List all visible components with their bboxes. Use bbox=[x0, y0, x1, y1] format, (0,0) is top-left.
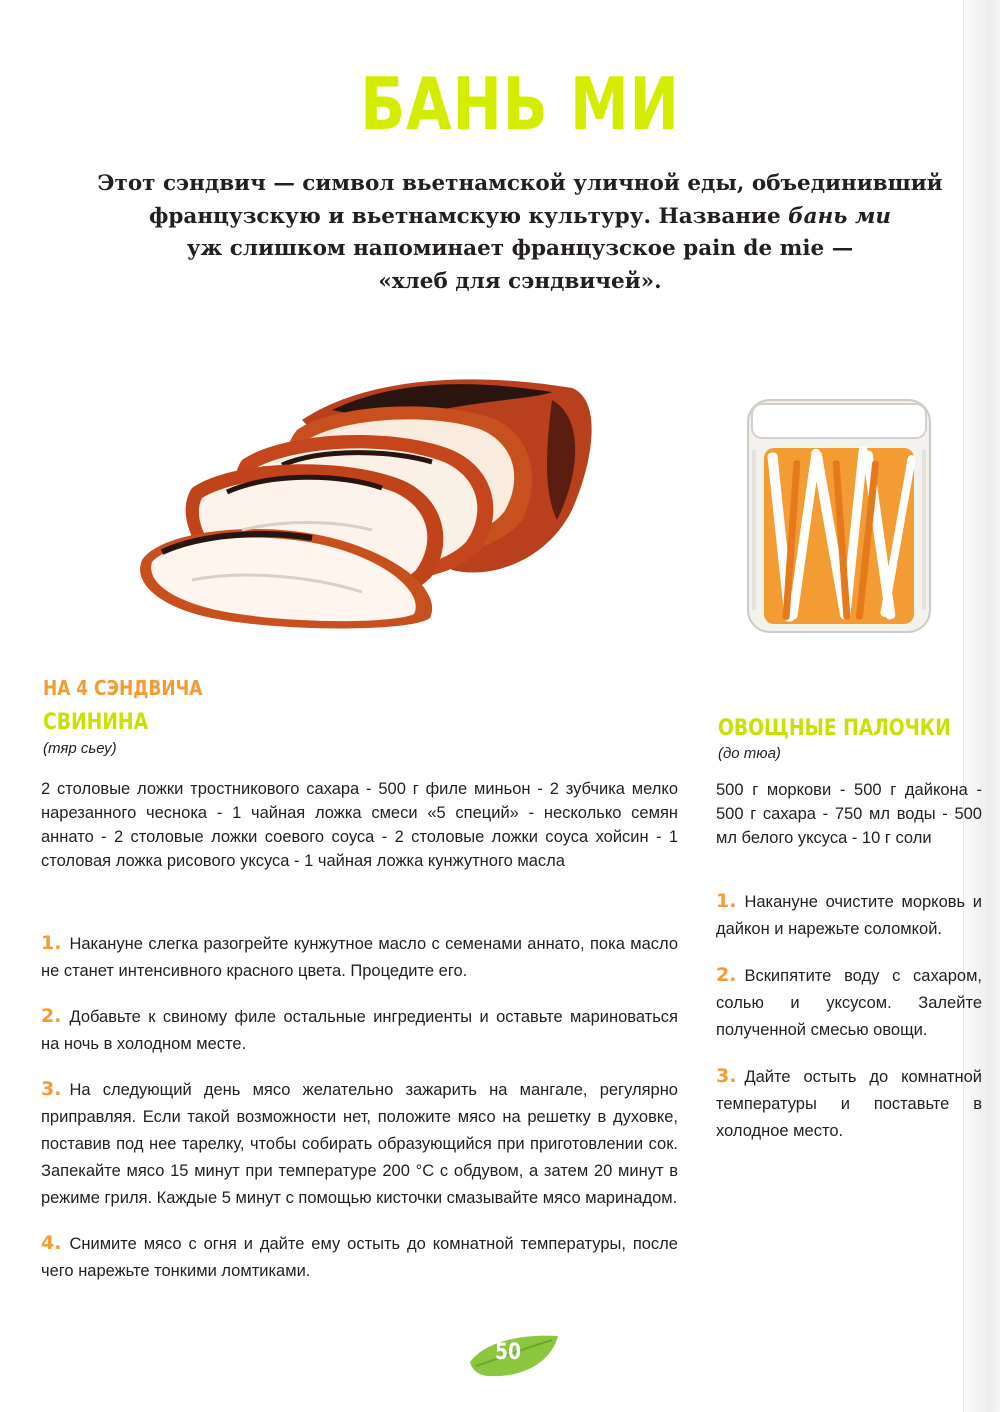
intro-line-4: «хлеб для сэндвичей». bbox=[378, 268, 662, 294]
pork-step bbox=[41, 1003, 678, 1058]
intro-line-2b: бань ми bbox=[788, 203, 892, 229]
pork-step bbox=[41, 930, 678, 985]
intro-text bbox=[60, 168, 980, 298]
intro-line-1: Этот сэндвич — символ вьетнамской уличной еды, объединивший bbox=[97, 171, 943, 196]
step-text: Снимите мясо с огня и дайте ему остыть до комнатной температуры, после чего нарежьте тонкими ломтиками. bbox=[41, 1235, 678, 1280]
page-number-badge bbox=[466, 1334, 560, 1380]
veg-steps-list bbox=[716, 888, 982, 1164]
step-number: 3. bbox=[41, 1078, 62, 1100]
step-text: Вскипятите воду с сахаром, солью и уксусом. Залейте полученной смесью овощи. bbox=[716, 967, 982, 1039]
sliced-pork-illustration bbox=[132, 370, 612, 632]
pork-transliteration: (тяр сьеу) bbox=[43, 740, 117, 757]
step-text: На следующий день мясо желательно зажарить на мангале, регулярно приправляя. Если такой возможности нет, положите мясо на решетку в духовке, поставив под нее тарелку, чтобы собирать образующийся при приготовлении сок. Запекайте мясо 15 минут при температуре 200 °С с обдувом, а затем 20 минут в режиме гриля. Каждые 5 минут с помощью кисточки смазывайте мясо маринадом. bbox=[41, 1081, 678, 1207]
veg-step bbox=[716, 1063, 982, 1145]
pork-step bbox=[41, 1230, 678, 1285]
page-number: 50 bbox=[494, 1340, 522, 1365]
intro-line-3: уж слишком напоминает французское pain de mie — bbox=[186, 236, 854, 261]
recipe-title: БАНЬ МИ bbox=[360, 62, 680, 146]
veg-step bbox=[716, 888, 982, 943]
step-number: 4. bbox=[41, 1232, 62, 1254]
step-text: Накануне слегка разогрейте кунжутное масло с семенами аннато, пока масло не станет интенсивного красного цвета. Процедите его. bbox=[41, 935, 678, 980]
step-text: Добавьте к свиному филе остальные ингредиенты и оставьте мариноваться на ночь в холодном месте. bbox=[41, 1008, 678, 1053]
veg-step bbox=[716, 962, 982, 1044]
veg-transliteration: (до тюа) bbox=[718, 745, 781, 762]
step-number: 1. bbox=[41, 932, 62, 954]
step-text: Накануне очистите морковь и дайкон и нарежьте соломкой. bbox=[716, 893, 982, 938]
step-number: 1. bbox=[716, 890, 737, 912]
pork-heading: СВИНИНА bbox=[43, 710, 149, 735]
step-text: Дайте остыть до комнатной температуры и поставьте в холодное место. bbox=[716, 1068, 982, 1140]
pork-steps-list bbox=[41, 930, 678, 1303]
pork-ingredients: 2 столовые ложки тростникового сахара - 500 г филе миньон - 2 зубчика мелко нарезанного чеснока - 1 чайная ложка смеси «5 специй» - несколько семян аннато - 2 столовые ложки соевого соуса - 2 столовые ложки соуса хойсин - 1 столовая ложка рисового уксуса - 1 чайная ложка кунжутного масла bbox=[41, 780, 678, 870]
servings-heading: НА 4 СЭНДВИЧА bbox=[43, 676, 203, 700]
veg-ingredients: 500 г моркови - 500 г дайкона - 500 г сахара - 750 мл воды - 500 мл белого уксуса - 10 г соли bbox=[716, 781, 982, 847]
intro-line-2a: французскую и вьетнамскую культуру. Название bbox=[148, 203, 789, 229]
step-number: 3. bbox=[716, 1065, 737, 1087]
step-number: 2. bbox=[41, 1005, 62, 1027]
veg-heading: ОВОЩНЫЕ ПАЛОЧКИ bbox=[718, 716, 951, 741]
step-number: 2. bbox=[716, 964, 737, 986]
pickle-jar-illustration bbox=[742, 390, 938, 642]
pork-step bbox=[41, 1076, 678, 1212]
